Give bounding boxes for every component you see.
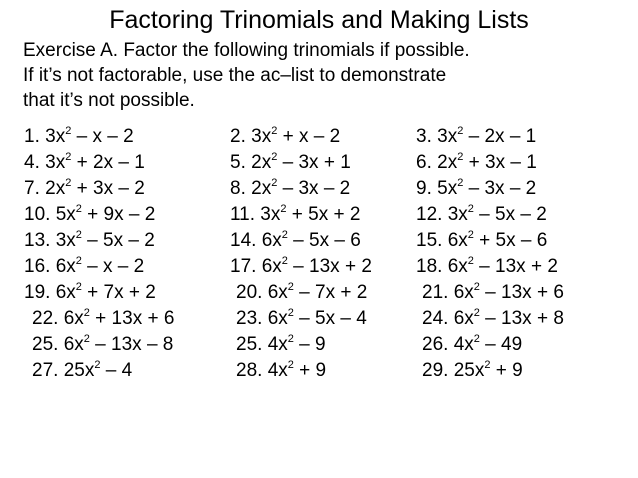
problem-number: 29. bbox=[422, 360, 449, 381]
remaining-terms: – 4 bbox=[100, 360, 133, 381]
leading-term: 6x bbox=[55, 256, 76, 277]
exponent: 2 bbox=[75, 280, 82, 293]
problem-number: 22. bbox=[32, 308, 59, 329]
problem-row bbox=[0, 306, 638, 332]
remaining-terms: – 5x – 2 bbox=[473, 204, 547, 225]
problem-item bbox=[416, 176, 536, 202]
leading-term: 3x bbox=[260, 204, 281, 225]
exponent: 2 bbox=[75, 228, 82, 241]
problem-row bbox=[0, 332, 638, 358]
leading-term: 3x bbox=[447, 204, 468, 225]
leading-term: 3x bbox=[437, 126, 458, 147]
remaining-terms: + 3x – 1 bbox=[463, 152, 537, 173]
problem-row bbox=[0, 228, 638, 254]
problem-item bbox=[32, 358, 132, 384]
leading-term: 25x bbox=[453, 360, 485, 381]
problem-row bbox=[0, 358, 638, 384]
remaining-terms: – 13x – 8 bbox=[89, 334, 174, 355]
remaining-terms: – 7x + 2 bbox=[293, 282, 368, 303]
problem-number: 19. bbox=[24, 282, 51, 303]
exponent: 2 bbox=[457, 176, 464, 189]
problem-item bbox=[236, 332, 326, 358]
leading-term: 6x bbox=[55, 282, 76, 303]
exponent: 2 bbox=[65, 150, 72, 163]
problem-number: 27. bbox=[32, 360, 59, 381]
problem-item bbox=[230, 202, 360, 228]
problem-number: 13. bbox=[24, 230, 51, 251]
remaining-terms: + 7x + 2 bbox=[81, 282, 156, 303]
problem-number: 18. bbox=[416, 256, 443, 277]
problem-number: 8. bbox=[230, 178, 246, 199]
problem-number: 11. bbox=[230, 204, 256, 225]
problem-row bbox=[0, 176, 638, 202]
problem-number: 25. bbox=[236, 334, 263, 355]
problem-item bbox=[230, 124, 340, 150]
leading-term: 6x bbox=[447, 256, 468, 277]
remaining-terms: – 5x – 2 bbox=[81, 230, 155, 251]
problem-number: 4. bbox=[24, 152, 40, 173]
remaining-terms: – 3x + 1 bbox=[277, 152, 351, 173]
problem-row bbox=[0, 150, 638, 176]
problem-number: 17. bbox=[230, 256, 257, 277]
exponent: 2 bbox=[467, 202, 474, 215]
leading-term: 2x bbox=[251, 178, 272, 199]
exponent: 2 bbox=[287, 332, 294, 345]
problem-item bbox=[24, 228, 155, 254]
problem-item bbox=[230, 254, 372, 280]
problem-row bbox=[0, 254, 638, 280]
problem-item bbox=[230, 150, 351, 176]
exponent: 2 bbox=[83, 332, 90, 345]
exponent: 2 bbox=[467, 228, 474, 241]
exponent: 2 bbox=[287, 358, 294, 371]
problem-number: 1. bbox=[24, 126, 40, 147]
leading-term: 4x bbox=[267, 334, 288, 355]
leading-term: 6x bbox=[267, 282, 288, 303]
problem-number: 25. bbox=[32, 334, 59, 355]
problem-number: 16. bbox=[24, 256, 51, 277]
remaining-terms: – 13x + 2 bbox=[473, 256, 558, 277]
problem-number: 9. bbox=[416, 178, 432, 199]
exponent: 2 bbox=[65, 124, 72, 137]
problem-item bbox=[416, 124, 536, 150]
remaining-terms: + 9 bbox=[490, 360, 523, 381]
leading-term: 6x bbox=[261, 256, 282, 277]
leading-term: 6x bbox=[453, 308, 474, 329]
problem-item bbox=[24, 202, 155, 228]
leading-term: 2x bbox=[45, 178, 66, 199]
problem-row bbox=[0, 124, 638, 150]
problem-number: 21. bbox=[422, 282, 449, 303]
leading-term: 2x bbox=[251, 152, 272, 173]
leading-term: 6x bbox=[453, 282, 474, 303]
problem-number: 6. bbox=[416, 152, 432, 173]
leading-term: 6x bbox=[261, 230, 282, 251]
exponent: 2 bbox=[473, 332, 480, 345]
problem-item bbox=[236, 358, 326, 384]
leading-term: 3x bbox=[55, 230, 76, 251]
problem-number: 10. bbox=[24, 204, 51, 225]
exponent: 2 bbox=[271, 124, 278, 137]
problem-item bbox=[24, 280, 156, 306]
problem-item bbox=[24, 150, 145, 176]
problem-number: 3. bbox=[416, 126, 432, 147]
leading-term: 6x bbox=[63, 334, 84, 355]
exponent: 2 bbox=[75, 202, 82, 215]
leading-term: 2x bbox=[437, 152, 458, 173]
exponent: 2 bbox=[473, 280, 480, 293]
leading-term: 4x bbox=[267, 360, 288, 381]
remaining-terms: + 3x – 2 bbox=[71, 178, 145, 199]
leading-term: 5x bbox=[437, 178, 458, 199]
problem-number: 15. bbox=[416, 230, 443, 251]
remaining-terms: – 2x – 1 bbox=[463, 126, 537, 147]
problem-item bbox=[24, 254, 144, 280]
problem-number: 12. bbox=[416, 204, 443, 225]
problem-row bbox=[0, 202, 638, 228]
problem-number: 2. bbox=[230, 126, 246, 147]
exercise-instructions bbox=[23, 38, 470, 113]
remaining-terms: – 13x + 8 bbox=[479, 308, 564, 329]
exponent: 2 bbox=[271, 150, 278, 163]
page-title: Factoring Trinomials and Making Lists bbox=[109, 6, 529, 34]
instruction-line: If it’s not factorable, use the ac–list to demonstrate bbox=[23, 65, 447, 86]
leading-term: 6x bbox=[63, 308, 84, 329]
exponent: 2 bbox=[281, 254, 288, 267]
problem-number: 26. bbox=[422, 334, 449, 355]
remaining-terms: – 13x + 6 bbox=[479, 282, 564, 303]
remaining-terms: + 9x – 2 bbox=[81, 204, 156, 225]
problem-number: 24. bbox=[422, 308, 449, 329]
leading-term: 3x bbox=[45, 126, 66, 147]
leading-term: 5x bbox=[55, 204, 76, 225]
problem-item bbox=[236, 280, 367, 306]
remaining-terms: – 5x – 4 bbox=[293, 308, 367, 329]
problem-item bbox=[422, 332, 522, 358]
problem-item bbox=[230, 176, 350, 202]
problem-number: 20. bbox=[236, 282, 263, 303]
exponent: 2 bbox=[473, 306, 480, 319]
problem-item bbox=[416, 150, 537, 176]
remaining-terms: – 3x – 2 bbox=[463, 178, 537, 199]
remaining-terms: + x – 2 bbox=[277, 126, 341, 147]
exponent: 2 bbox=[457, 124, 464, 137]
remaining-terms: + 5x – 6 bbox=[473, 230, 548, 251]
remaining-terms: – 13x + 2 bbox=[287, 256, 372, 277]
leading-term: 3x bbox=[45, 152, 66, 173]
exponent: 2 bbox=[281, 228, 288, 241]
problem-item bbox=[422, 358, 523, 384]
remaining-terms: + 9 bbox=[293, 360, 327, 381]
problem-item bbox=[422, 280, 564, 306]
exponent: 2 bbox=[271, 176, 278, 189]
problem-number: 14. bbox=[230, 230, 257, 251]
problem-number: 23. bbox=[236, 308, 263, 329]
exponent: 2 bbox=[94, 358, 101, 371]
remaining-terms: – 5x – 6 bbox=[287, 230, 361, 251]
problem-item bbox=[422, 306, 564, 332]
exponent: 2 bbox=[280, 202, 287, 215]
remaining-terms: – 49 bbox=[479, 334, 523, 355]
problem-item bbox=[236, 306, 367, 332]
instruction-line: that it’s not possible. bbox=[23, 90, 195, 111]
problem-item bbox=[416, 228, 547, 254]
remaining-terms: – x – 2 bbox=[81, 256, 145, 277]
remaining-terms: – x – 2 bbox=[71, 126, 134, 147]
leading-term: 25x bbox=[63, 360, 95, 381]
remaining-terms: – 3x – 2 bbox=[277, 178, 351, 199]
problem-item bbox=[32, 332, 173, 358]
problem-item bbox=[24, 124, 134, 150]
remaining-terms: + 5x + 2 bbox=[286, 204, 361, 225]
exponent: 2 bbox=[75, 254, 82, 267]
leading-term: 6x bbox=[447, 230, 468, 251]
leading-term: 6x bbox=[267, 308, 288, 329]
instruction-line: Exercise A. Factor the following trinomials if possible. bbox=[23, 40, 470, 61]
exponent: 2 bbox=[83, 306, 90, 319]
exponent: 2 bbox=[484, 358, 491, 371]
problem-item bbox=[24, 176, 145, 202]
problem-item bbox=[416, 202, 547, 228]
problem-item bbox=[416, 254, 558, 280]
remaining-terms: + 13x + 6 bbox=[89, 308, 175, 329]
problem-number: 5. bbox=[230, 152, 246, 173]
exponent: 2 bbox=[65, 176, 72, 189]
problem-row bbox=[0, 280, 638, 306]
problem-number: 28. bbox=[236, 360, 263, 381]
problem-number: 7. bbox=[24, 178, 40, 199]
exponent: 2 bbox=[457, 150, 464, 163]
problem-item bbox=[32, 306, 174, 332]
exponent: 2 bbox=[287, 280, 294, 293]
leading-term: 4x bbox=[453, 334, 474, 355]
exponent: 2 bbox=[287, 306, 294, 319]
exponent: 2 bbox=[467, 254, 474, 267]
remaining-terms: + 2x – 1 bbox=[71, 152, 145, 173]
problem-item bbox=[230, 228, 361, 254]
leading-term: 3x bbox=[251, 126, 272, 147]
remaining-terms: – 9 bbox=[293, 334, 326, 355]
